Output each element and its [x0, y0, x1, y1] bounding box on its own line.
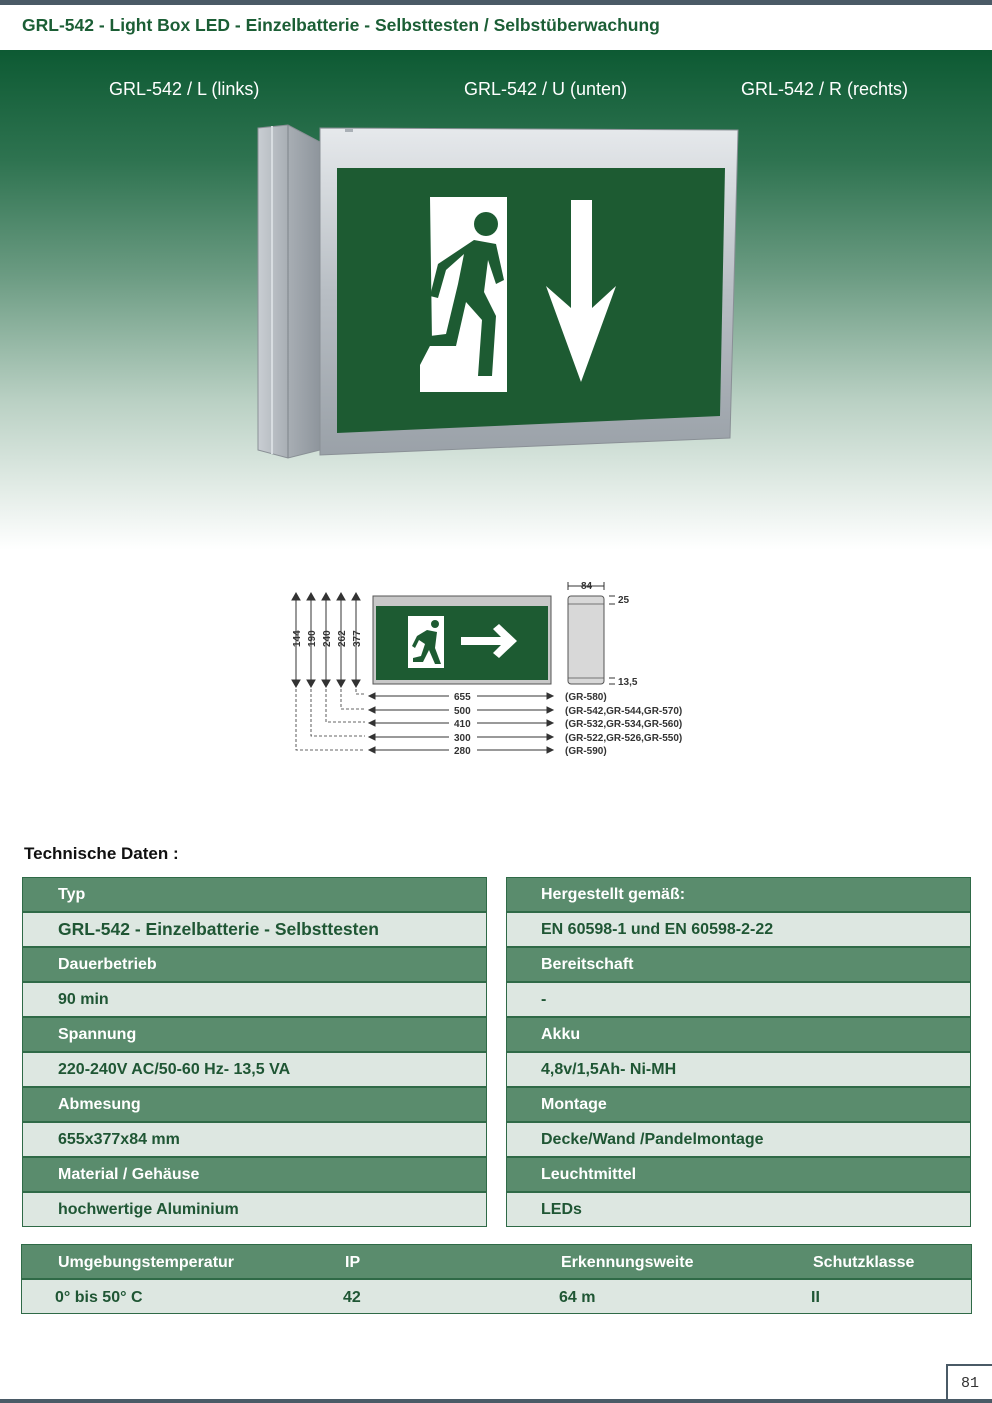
env-value-class: II: [811, 1289, 820, 1306]
bottom-border: [0, 1399, 992, 1403]
page-title: GRL-542 - Light Box LED - Einzelbatterie - Selbsttesten / Selbstüberwachung: [22, 15, 660, 35]
offset-13-5: 13,5: [618, 677, 638, 688]
height-262: 262: [337, 630, 348, 647]
model-note-2: (GR-542,GR-544,GR-570): [565, 706, 683, 717]
width-655: 655: [454, 692, 471, 703]
spec-value-hergestellt: EN 60598-1 und EN 60598-2-22: [506, 912, 971, 947]
model-note-5: (GR-590): [565, 746, 607, 757]
env-header-temperature: Umgebungstemperatur: [58, 1254, 235, 1271]
specs-section-title: Technische Daten :: [24, 844, 179, 863]
spec-value-typ: GRL-542 - Einzelbatterie - Selbsttesten: [22, 912, 487, 947]
spec-value-montage: Decke/Wand /Pandelmontage: [506, 1122, 971, 1157]
spec-label-abmesung: Abmesung: [22, 1087, 487, 1122]
spec-value-leuchtmittel: LEDs: [506, 1192, 971, 1227]
spec-label-material: Material / Gehäuse: [22, 1157, 487, 1192]
width-410: 410: [454, 719, 471, 730]
specs-left-column: [22, 877, 487, 1227]
spec-value-abmesung: 655x377x84 mm: [22, 1122, 487, 1157]
env-header-class: Schutzklasse: [813, 1254, 915, 1271]
height-190: 190: [307, 630, 318, 647]
height-377: 377: [352, 630, 363, 647]
page-number: 81: [946, 1364, 992, 1400]
env-value-temperature: 0° bis 50° C: [55, 1289, 143, 1306]
model-note-3: (GR-532,GR-534,GR-560): [565, 719, 683, 730]
dimension-drawing: [285, 578, 705, 763]
spec-label-montage: Montage: [506, 1087, 971, 1122]
width-280: 280: [454, 746, 471, 757]
spec-value-spannung: 220-240V AC/50-60 Hz- 13,5 VA: [22, 1052, 487, 1087]
depth-84: 84: [581, 581, 593, 592]
exit-sign-product-image: [250, 120, 745, 465]
height-144: 144: [292, 630, 303, 647]
env-header-range: Erkennungsweite: [561, 1254, 694, 1271]
spec-value-bereitschaft: -: [506, 982, 971, 1017]
environment-value-row: [21, 1279, 972, 1314]
model-note-4: (GR-522,GR-526,GR-550): [565, 733, 683, 744]
top-border: [0, 0, 992, 5]
variant-left-label: GRL-542 / L (links): [109, 79, 260, 99]
env-header-ip: IP: [345, 1254, 361, 1271]
variant-right-label: GRL-542 / R (rechts): [741, 79, 909, 99]
env-value-range: 64 m: [559, 1289, 596, 1306]
spec-label-akku: Akku: [506, 1017, 971, 1052]
spec-value-akku: 4,8v/1,5Ah- Ni-MH: [506, 1052, 971, 1087]
width-500: 500: [454, 706, 471, 717]
spec-label-hergestellt: Hergestellt gemäß:: [506, 877, 971, 912]
env-value-ip: 42: [343, 1289, 361, 1306]
height-240: 240: [322, 630, 333, 647]
spec-label-dauerbetrieb: Dauerbetrieb: [22, 947, 487, 982]
spec-label-typ: Typ: [22, 877, 487, 912]
environment-table: [21, 1244, 972, 1314]
width-300: 300: [454, 733, 471, 744]
spec-value-material: hochwertige Aluminium: [22, 1192, 487, 1227]
model-note-1: (GR-580): [565, 692, 607, 703]
variant-down-label: GRL-542 / U (unten): [464, 79, 628, 99]
offset-25: 25: [618, 595, 630, 606]
spec-label-spannung: Spannung: [22, 1017, 487, 1052]
spec-value-dauerbetrieb: 90 min: [22, 982, 487, 1017]
spec-label-leuchtmittel: Leuchtmittel: [506, 1157, 971, 1192]
environment-header-row: [21, 1244, 972, 1279]
spec-label-bereitschaft: Bereitschaft: [506, 947, 971, 982]
specs-right-column: [506, 877, 971, 1227]
